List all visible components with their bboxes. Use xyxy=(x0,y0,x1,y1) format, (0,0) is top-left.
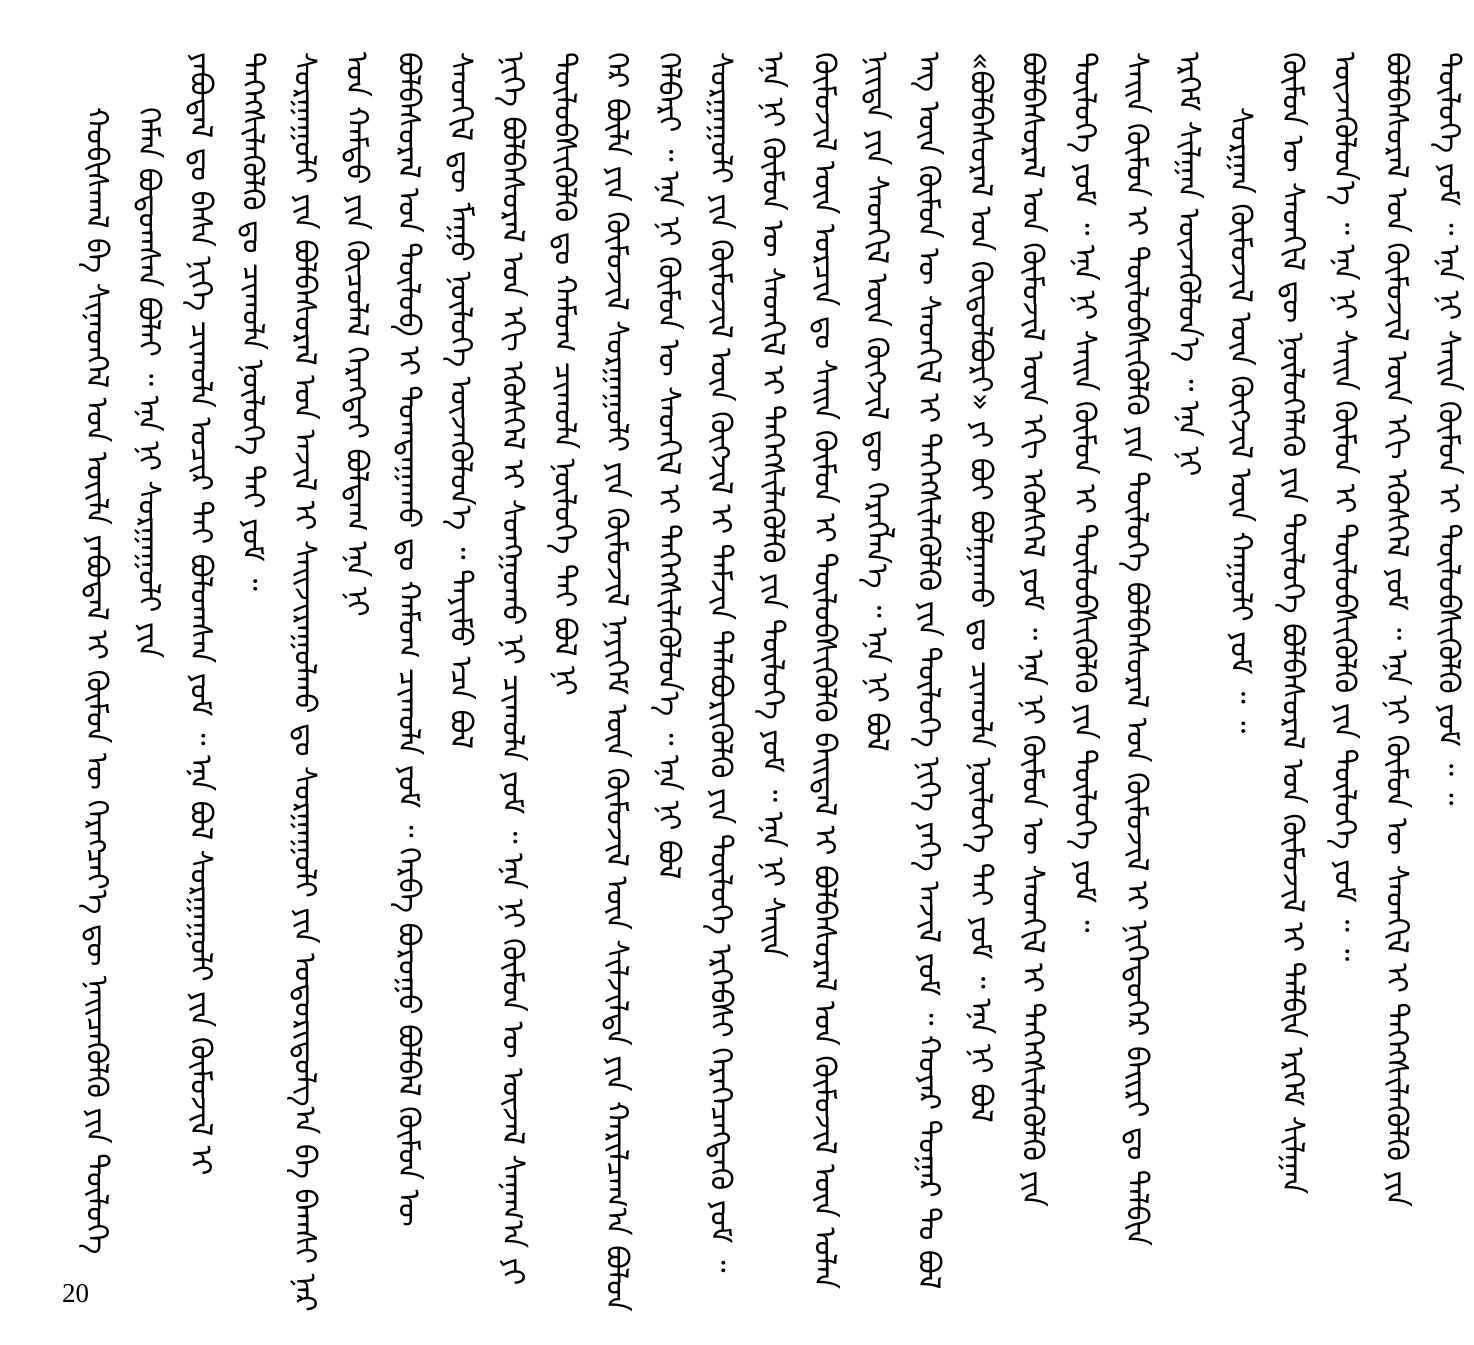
text-column: ᠬᠦᠮᠦᠨ ᠦ ᠰᠡᠳᠬᠢᠯ ᠳᠦ ᠨᠥᠯᠦᠭᠡᠯᠡᠬᠦ ᠶᠢᠨ ᠲᠥᠯᠦᠭᠡ ᠪᠣᠯᠪᠠᠰᠤᠷᠠᠯ ᠤᠨ ᠬᠦᠮᠦᠵᠢᠯ ᠢ ᠲᠠᠯᠪᠢᠨ ᠡᠷᠬᠡᠮ ᠰᠢᠯᠭᠠᠨ ᠦᠵᠡᠭᠦᠯᠦᠨ᠎ᠡ ᠃ ᠡᠨᠡ ᠨᠢ ᠰᠠᠢᠨ ᠬᠦᠮᠦᠨ ᠢ ᠲᠥᠯᠦᠪᠰᠢᠭᠦᠯᠬᠦ ᠶᠢᠨ ᠲᠥᠯᠦᠭᠡ ᠶᠤᠮ ᠃ ᠃ xyxy=(1275,52,1362,1195)
text-column: ᠰᠤᠷᠭᠠᠨ ᠬᠥᠮᠦᠵᠢᠯ ᠦᠨ ᠬᠥᠭᠵᠢᠯ ᠦᠨ ᠬᠠᠭᠤᠯᠢ ᠶᠤᠮ ᠃ ᠃ xyxy=(1223,107,1258,734)
page-number: 20 xyxy=(62,1278,89,1308)
text-column: ᠶᠠᠪᠤᠳᠠᠯ ᠳᠤ ᠪᠠᠰᠠ ᠨᠢᠭᠡ ᠴᠢᠬᠤᠯᠠ ᠤᠴᠢᠷ ᠲᠠᠢ ᠪᠤᠯᠤᠭᠰᠠᠨ ᠶᠤᠮ ᠃ ᠡᠨᠡ ᠪᠣᠯ ᠰᠤᠷᠭᠠᠭᠤᠯᠢ ᠶᠢᠨ ᠬᠦᠮᠦᠵᠢᠯ ᠢ ᠳᠡᠭᠡᠭᠰᠢᠯᠡᠭᠦᠯᠬᠦ ᠳᠤ ᠴᠢᠬᠤᠯᠠ ᠨᠥᠯᠦᠭᠡ ᠲᠡᠢ ᠶᠤᠮ ᠃ xyxy=(183,52,270,1176)
text-column: ᠰᠤᠷᠭᠠᠭᠤᠯᠢ ᠶᠢᠨ ᠬᠦᠮᠦᠵᠢᠯ ᠦᠨ ᠬᠥᠭᠵᠢᠯ ᠢ ᠳᠡᠮᠵᠢᠨ ᠲᠡᠯᠡᠪᠦᠷᠢᠭᠦᠯᠬᠦ ᠶᠢᠨ ᠲᠥᠯᠦᠭᠡ ᠡᠷᠬᠡᠪᠰᠢ ᠬᠡᠷᠡᠭᠡᠴᠡᠭᠳᠡᠬᠦ ᠶᠤᠮ ᠃ ᠡᠨᠡ ᠨᠢ ᠬᠦᠮᠦᠨ ᠦ ᠰᠡᠳᠬᠢᠯ ᠢ ᠳᠡᠭᠡᠭᠰᠢᠯᠡᠭᠦᠯᠬᠦ ᠶᠢᠨ ᠲᠥᠯᠦᠭᠡ ᠶᠤᠮ ᠃ ᠡᠨᠡ ᠨᠢ ᠰᠠᠢᠨ xyxy=(703,52,790,1273)
text-column: ᠨᠢᠭᠡ ᠪᠣᠯᠪᠠᠰᠤᠷᠠᠯ ᠤᠨ ᠡᠬᠢ ᠡᠭᠦᠰᠬᠡᠯ ᠢ ᠰᠣᠨᠭᠭᠣᠬᠤ ᠨᠢ ᠴᠢᠬᠤᠯᠠ ᠶᠤᠮ ᠃ ᠡᠨᠡ ᠨᠢ ᠬᠦᠮᠦᠨ ᠦ ᠦᠵᠡᠯ ᠰᠠᠨᠠᠭ᠎ᠠ ᠶᠢ ᠲᠥᠯᠦᠪᠰᠢᠭᠦᠯᠬᠦ ᠳᠤ ᠬᠠᠮᠤᠭ ᠴᠢᠬᠤᠯᠠ ᠨᠥᠯᠦᠭᠡ ᠲᠡᠢ ᠪᠣᠯ ᠨᠢ xyxy=(495,52,582,1286)
text-column: ᠭᠡᠷ ᠪᠦᠯᠡ ᠶᠢᠨ ᠬᠦᠮᠦᠵᠢᠯ ᠰᠤᠷᠭᠠᠭᠤᠯᠢ ᠶᠢᠨ ᠬᠦᠮᠦᠵᠢᠯ ᠨᠡᠶᠢᠭᠡᠮ ᠦᠨ ᠬᠦᠮᠦᠵᠢᠯ ᠦᠨ ᠰᠢᠯᠵᠢᠯᠲᠡ ᠶᠢᠨ ᠬᠠᠷᠢᠯᠴᠠᠭ᠎ᠠ ᠪᠣᠯᠤᠨ ᠬᠡᠯᠪᠡᠷᠢ ᠃ ᠡᠨᠡ ᠨᠢ ᠬᠦᠮᠦᠨ ᠦ ᠰᠡᠳᠬᠢᠯ ᠢ ᠳᠡᠭᠡᠭᠰᠢᠯᠡᠭᠦᠯᠦᠨ᠎ᠡ ᠃ ᠡᠨᠡ ᠨᠢ ᠪᠣᠯ xyxy=(599,52,686,1312)
vertical-text-body xyxy=(70,52,1466,1312)
text-column: ᠪᠣᠯᠪᠠᠰᠤᠷᠠᠯ ᠤᠨ ᠲᠥᠯᠦᠪ ᠢ ᠲᠣᠭᠲᠠᠭᠠᠬᠤ ᠳᠤ ᠬᠠᠮᠤᠭ ᠴᠢᠬᠤᠯᠠ ᠶᠤᠮ ᠃ ᠬᠡᠷᠪᠡ ᠪᠤᠷᠤᠭᠤ ᠪᠣᠯᠪᠠᠯ ᠬᠦᠮᠦᠨ ᠦ ᠰᠡᠳᠬᠢᠯ ᠳᠦ ᠮᠠᠭᠤ ᠨᠥᠯᠦᠭᠡ ᠦᠵᠡᠭᠦᠯᠦᠨ᠎ᠡ ᠃ ᠲᠡᠶᠢᠮᠦ ᠡᠴᠡ ᠪᠣᠯ xyxy=(391,52,478,1227)
text-column: ᠡᠩ ᠦᠨ ᠬᠦᠮᠦᠨ ᠦ ᠰᠡᠳᠬᠢᠯ ᠢ ᠳᠡᠭᠡᠭᠰᠢᠯᠡᠭᠦᠯᠬᠦ ᠶᠢᠨ ᠲᠥᠯᠦᠭᠡ ᠨᠢᠭᠡ ᠶᠡᠬᠡ ᠠᠵᠢᠯ ᠶᠤᠮ ᠃ ᠬᠣᠶᠠᠷ ᠳᠤᠭᠠᠷ ᠲᠤ ᠪᠣᠯ «ᠪᠣᠯᠪᠠᠰᠤᠷᠠᠯ ᠤᠨ ᠬᠥᠲᠥᠯᠪᠦᠷᠢ» ᠶᠢ ᠪᠤᠢ ᠪᠣᠯᠭᠠᠬᠤ ᠳᠤ ᠴᠢᠬᠤᠯᠠ ᠨᠥᠯᠦᠭᠡ ᠲᠡᠢ ᠶᠤᠮ ᠃ ᠡᠨᠡ ᠨᠢ ᠪᠣᠯ xyxy=(911,52,998,1290)
text-column: ᠰᠠᠢᠨ ᠬᠦᠮᠦᠨ ᠢ ᠲᠥᠯᠦᠪᠰᠢᠭᠦᠯᠬᠦ ᠶᠢᠨ ᠲᠥᠯᠦᠭᠡ ᠪᠣᠯᠪᠠᠰᠤᠷᠠᠯ ᠤᠨ ᠬᠦᠮᠦᠵᠢᠯ ᠢ ᠨᠢᠭᠡᠳᠦᠭᠡᠷ ᠪᠠᠢᠷᠢ ᠳᠤ ᠲᠠᠯᠪᠢᠨ ᠡᠷᠬᠡᠮ ᠰᠢᠯᠭᠠᠨ ᠦᠵᠡᠭᠦᠯᠦᠨ᠎ᠡ ᠃ ᠡᠨᠡ ᠨᠢ xyxy=(1119,52,1206,1246)
text-column: ᠬᠦᠮᠦᠵᠢᠯ ᠦᠨ ᠣᠷᠴᠢᠨ ᠳᠤ ᠰᠠᠢᠨ ᠬᠦᠮᠦᠨ ᠢ ᠲᠥᠯᠦᠪᠰᠢᠭᠦᠯᠬᠦ ᠪᠠᠢᠳᠠᠯ ᠢ ᠪᠣᠯᠪᠠᠰᠤᠷᠠᠯ ᠤᠨ ᠬᠦᠮᠦᠵᠢᠯ ᠦᠨ ᠣᠯᠠᠨ ᠨᠢᠢᠲᠡ ᠶᠢᠨ ᠰᠡᠳᠬᠢᠯ ᠦᠨ ᠬᠥᠭᠵᠢᠯ ᠳᠦ ᠬᠡᠷᠡᠭᠯᠡᠨ᠎ᠡ ᠃ ᠡᠨᠡ ᠨᠢ ᠪᠣᠯ xyxy=(807,52,894,1290)
text-column: ᠰᠤᠷᠭᠠᠭᠤᠯᠢ ᠶᠢᠨ ᠪᠣᠯᠪᠠᠰᠤᠷᠠᠯ ᠤᠨ ᠠᠵᠢᠯ ᠢ ᠰᠠᠢᠵᠢᠷᠠᠭᠤᠯᠬᠤ ᠳᠤ ᠰᠤᠷᠭᠠᠭᠤᠯᠢ ᠶᠢᠨ ᠤᠳᠤᠷᠢᠳᠤᠯᠭ᠎ᠠ ᠪᠠ ᠪᠠᠭᠰᠢ ᠨᠠᠷ ᠤᠨ ᠬᠠᠮᠲᠤ ᠶᠢᠨ ᠬᠦᠴᠦᠯᠡᠯ ᠬᠡᠷᠡᠭᠲᠡᠢ ᠪᠣᠯᠳᠠᠭ ᠡᠨᠡ ᠨᠢ xyxy=(287,52,374,1312)
text-column: ᠪᠣᠯᠪᠠᠰᠤᠷᠠᠯ ᠤᠨ ᠬᠦᠮᠦᠵᠢᠯ ᠦᠨ ᠡᠬᠢ ᠡᠭᠦᠰᠬᠡᠯ ᠶᠤᠮ ᠃ ᠡᠨᠡ ᠨᠢ ᠬᠦᠮᠦᠨ ᠦ ᠰᠡᠳᠬᠢᠯ ᠢ ᠳᠡᠭᠡᠭᠰᠢᠯᠡᠭᠦᠯᠬᠦ ᠶᠢᠨ ᠲᠥᠯᠦᠭᠡ ᠶᠤᠮ ᠃ ᠡᠨᠡ ᠨᠢ ᠰᠠᠢᠨ ᠬᠦᠮᠦᠨ ᠢ ᠲᠥᠯᠦᠪᠰᠢᠭᠦᠯᠬᠦ ᠶᠢᠨ ᠲᠥᠯᠦᠭᠡ ᠶᠤᠮ ᠃ xyxy=(1015,52,1102,1207)
text-column: ᠬᠤᠪᠢᠰᠬᠠᠯ ᠪᠠ ᠰᠢᠨᠡᠳᠬᠡᠯ ᠤᠨ ᠦᠢᠯᠡ ᠶᠠᠪᠤᠳᠠᠯ ᠢ ᠬᠦᠮᠦᠨ ᠦ ᠬᠡᠷᠡᠭᠴᠡᠶ᠎ᠡ ᠳᠦ ᠨᠡᠢᠴᠡᠭᠦᠯᠬᠦ ᠶᠢᠨ ᠲᠥᠯᠦᠭᠡ ᠬᠡᠮᠡᠨ ᠪᠣᠳᠣᠭᠰᠠᠨ ᠪᠣᠯᠠᠢ ᠃ ᠡᠨᠡ ᠨᠢ ᠰᠤᠷᠭᠠᠭᠤᠯᠢ ᠶᠢᠨ xyxy=(79,107,166,1255)
text-column: ᠪᠣᠯᠪᠠᠰᠤᠷᠠᠯ ᠤᠨ ᠬᠦᠮᠦᠵᠢᠯ ᠦᠨ ᠡᠬᠢ ᠡᠭᠦᠰᠬᠡᠯ ᠶᠤᠮ ᠃ ᠡᠨᠡ ᠨᠢ ᠬᠦᠮᠦᠨ ᠦ ᠰᠡᠳᠬᠢᠯ ᠢ ᠳᠡᠭᠡᠭᠰᠢᠯᠡᠭᠦᠯᠬᠦ ᠶᠢᠨ ᠲᠥᠯᠦᠭᠡ ᠶᠤᠮ ᠃ ᠡᠨᠡ ᠨᠢ ᠰᠠᠢᠨ ᠬᠦᠮᠦᠨ ᠢ ᠲᠥᠯᠦᠪᠰᠢᠭᠦᠯᠬᠦ ᠶᠤᠮ ᠃ ᠃ xyxy=(1379,52,1466,1207)
